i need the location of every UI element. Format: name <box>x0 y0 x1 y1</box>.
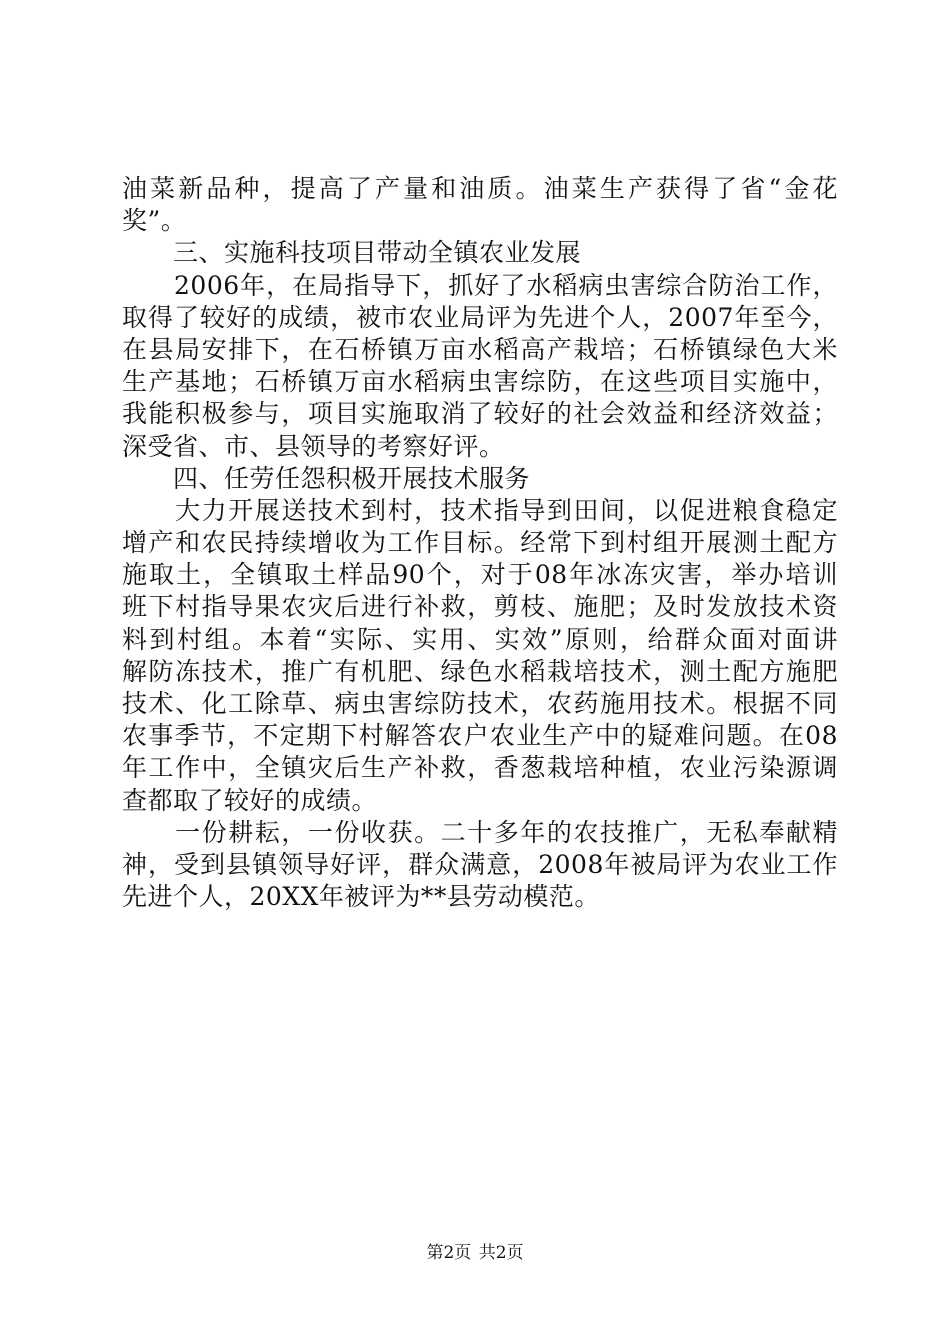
text-line: 农事季节，不定期下村解答农户农业生产中的疑难问题。在08 <box>122 721 838 751</box>
text-line: 先进个人，20XX年被评为**县劳动模范。 <box>122 882 600 912</box>
text-line: 一份耕耘，一份收获。二十多年的农技推广，无私奉献精 <box>122 817 838 847</box>
text-line: 油菜新品种，提高了产量和油质。油菜生产获得了省“金花 <box>122 174 838 203</box>
text-line: 大力开展送技术到村，技术指导到田间，以促进粮食稳定 <box>122 495 838 525</box>
text-line: 我能积极参与，项目实施取消了较好的社会效益和经济效益； <box>122 399 838 429</box>
text-line: 2006年，在局指导下，抓好了水稻病虫害综合防治工作， <box>122 270 838 300</box>
text-line: 生产基地；石桥镇万亩水稻病虫害综防，在这些项目实施中， <box>122 367 838 397</box>
page-footer <box>0 1242 950 1264</box>
text-line: 解防冻技术，推广有机肥、绿色水稻栽培技术，测土配方施肥 <box>122 656 838 686</box>
document-body <box>122 173 838 913</box>
page-total: 共2页 <box>478 1243 524 1263</box>
text-line: 奖”。 <box>122 206 187 236</box>
text-line: 四、任劳任怨积极开展技术服务 <box>122 463 531 493</box>
text-line: 施取土，全镇取土样品90个，对于08年冰冻灾害，举办培训 <box>122 560 838 590</box>
text-line: 查都取了较好的成绩。 <box>122 785 378 815</box>
text-line: 年工作中，全镇灾后生产补救，香葱栽培种植，农业污染源调 <box>122 753 838 783</box>
page-number: 第2页 <box>426 1243 472 1263</box>
text-line: 神，受到县镇领导好评，群众满意，2008年被局评为农业工作 <box>122 849 838 879</box>
text-line: 取得了较好的成绩，被市农业局评为先进个人，2007年至今， <box>122 302 838 332</box>
text-line: 在县局安排下，在石桥镇万亩水稻高产栽培；石桥镇绿色大米 <box>122 334 838 364</box>
text-line: 班下村指导果农灾后进行补救，剪枝、施肥；及时发放技术资 <box>122 592 838 622</box>
text-line: 增产和农民持续增收为工作目标。经常下到村组开展测土配方 <box>122 528 838 558</box>
text-line: 三、实施科技项目带动全镇农业发展 <box>122 238 582 268</box>
text-line: 料到村组。本着“实际、实用、实效”原则，给群众面对面讲 <box>122 624 838 654</box>
text-line: 深受省、市、县领导的考察好评。 <box>122 431 505 461</box>
text-line: 技术、化工除草、病虫害综防技术，农药施用技术。根据不同 <box>122 689 838 718</box>
